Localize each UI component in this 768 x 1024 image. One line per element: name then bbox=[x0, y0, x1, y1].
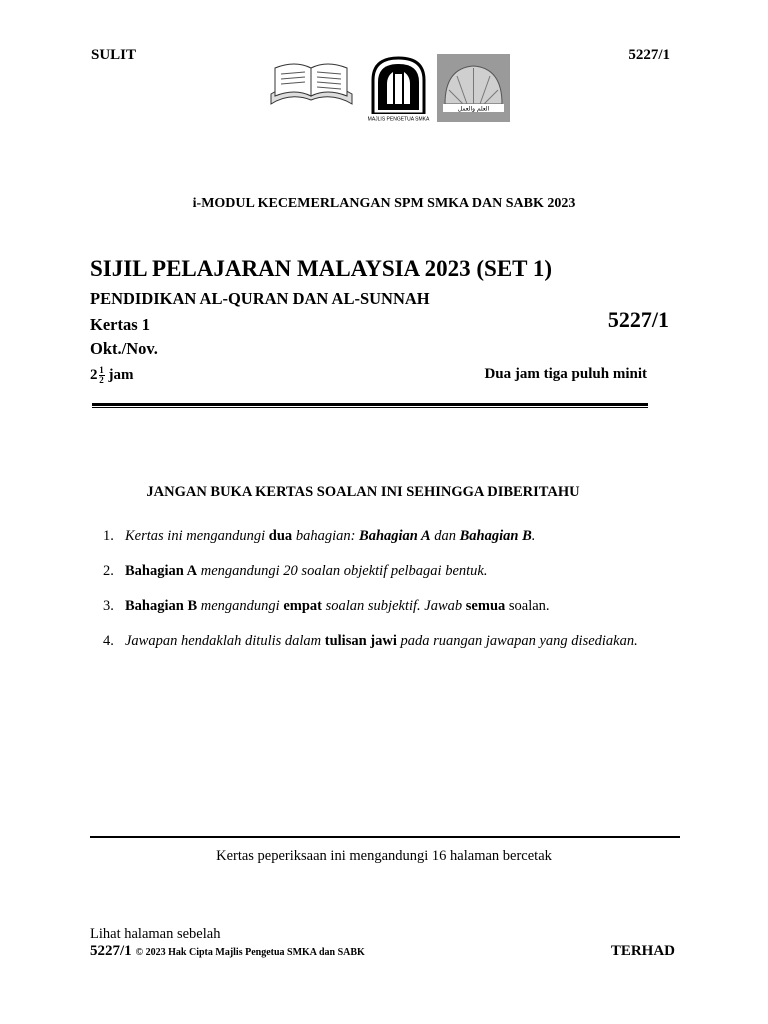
paper-code: 5227/1 bbox=[607, 307, 669, 332]
footer-code: 5227/1 bbox=[90, 943, 132, 959]
footer-divider bbox=[90, 836, 680, 838]
duration-words: Dua jam tiga puluh minit bbox=[484, 366, 647, 382]
logo-strip bbox=[265, 54, 515, 124]
copyright-text: © 2023 Hak Cipta Majlis Pengetua SMKA dan SABK bbox=[135, 947, 365, 958]
footer-copyright bbox=[90, 943, 365, 960]
exam-title: SIJIL PELAJARAN MALAYSIA 2023 (SET 1) bbox=[90, 256, 553, 281]
next-page-note: Lihat halaman sebelah bbox=[90, 926, 221, 942]
duration-whole: 2 bbox=[90, 367, 98, 383]
duration-fraction bbox=[90, 366, 134, 385]
list-item: 1. Kertas ini mengandungi dua bahagian: Bahagian A dan Bahagian B. bbox=[103, 528, 536, 544]
list-item: 4. Jawapan hendaklah ditulis dalam tulisan jawi pada ruangan jawapan yang disediakan. bbox=[103, 633, 638, 649]
header-paper-code: 5227/1 bbox=[628, 47, 670, 63]
instructions-list bbox=[103, 527, 649, 667]
book-logo bbox=[265, 54, 358, 120]
header-classification: SULIT bbox=[91, 47, 137, 63]
exam-session: Okt./Nov. bbox=[90, 339, 158, 358]
page-count-note: Kertas peperiksaan ini mengandungi 16 halaman bercetak bbox=[216, 848, 552, 864]
divider bbox=[92, 403, 648, 406]
divider bbox=[92, 407, 648, 408]
list-item: 3. Bahagian B mengandungi empat soalan subjektif. Jawab semua soalan. bbox=[103, 598, 550, 614]
duration-unit: jam bbox=[108, 367, 134, 383]
paper-number: Kertas 1 bbox=[90, 315, 151, 334]
duration-half: $\frac{1}{2}$ bbox=[99, 365, 104, 385]
svg-text:العلم والعمل: العلم والعمل bbox=[457, 105, 490, 113]
arch-logo bbox=[437, 54, 510, 122]
svg-text:MAJLIS PENGETUA SMKA: MAJLIS PENGETUA SMKA bbox=[367, 116, 430, 122]
majlis-pengetua-logo bbox=[367, 54, 430, 122]
warning-notice: JANGAN BUKA KERTAS SOALAN INI SEHINGGA DIBERITAHU bbox=[146, 484, 580, 500]
subject-name: PENDIDIKAN AL-QURAN DAN AL-SUNNAH bbox=[90, 289, 430, 308]
footer-classification: TERHAD bbox=[610, 943, 675, 959]
module-title: i-MODUL KECEMERLANGAN SPM SMKA DAN SABK 2023 bbox=[192, 196, 576, 211]
list-item: 2. Bahagian A mengandungi 20 soalan objektif pelbagai bentuk. bbox=[103, 563, 488, 579]
